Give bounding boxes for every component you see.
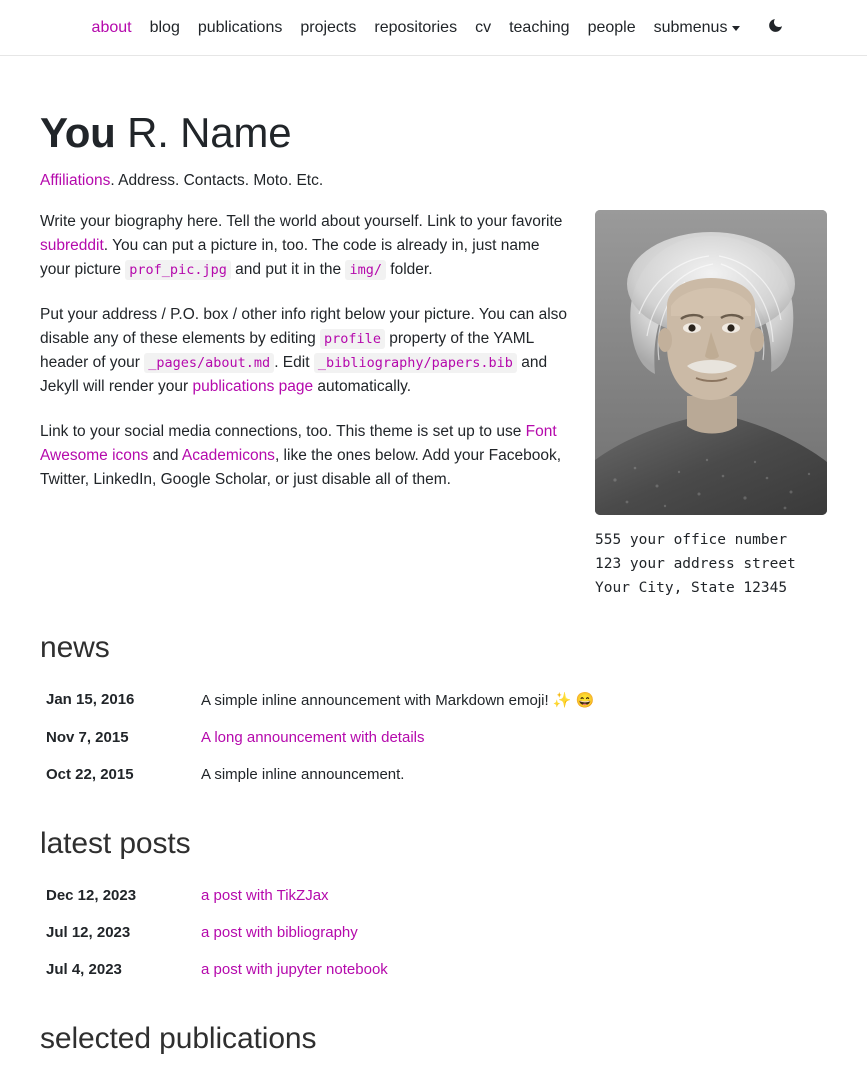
nav-list xyxy=(83,17,785,39)
bio-p2-d: and Jekyll will render your xyxy=(40,354,548,396)
news-link[interactable]: A long announcement with details xyxy=(201,728,425,746)
page-title xyxy=(40,110,827,156)
table-row xyxy=(40,756,827,793)
nav-item-people[interactable]: people xyxy=(587,18,636,36)
table-row xyxy=(40,877,827,914)
table-row xyxy=(40,719,827,756)
post-text xyxy=(195,877,827,914)
profile-column xyxy=(595,210,827,601)
nav-item-projects[interactable]: projects xyxy=(300,18,357,36)
nav-item-blog[interactable]: blog xyxy=(149,18,180,36)
nav-item-submenus[interactable] xyxy=(645,20,750,36)
post-date: Jul 4, 2023 xyxy=(46,960,122,978)
page-title-first: You xyxy=(40,109,116,156)
post-date: Jul 12, 2023 xyxy=(46,923,131,941)
bio-p1-d: folder. xyxy=(385,261,433,279)
bio-p1-a: Write your biography here. Tell the world about yourself. Link to your favorite xyxy=(40,213,563,231)
address-line-3: Your City, State 12345 xyxy=(595,580,788,597)
table-row xyxy=(40,951,827,988)
news-date: Oct 22, 2015 xyxy=(46,765,134,783)
address-line-1: 555 your office number xyxy=(595,532,788,549)
table-row xyxy=(40,681,827,719)
profile-address xyxy=(595,529,827,601)
address-line-2: 123 your address street xyxy=(595,556,796,573)
bio-section xyxy=(40,210,827,601)
news-date: Jan 15, 2016 xyxy=(46,690,135,708)
page-title-rest: R. Name xyxy=(115,109,292,156)
code-papers-bib: _bibliography/papers.bib xyxy=(314,353,517,373)
selected-publications-heading: selected publications xyxy=(40,1021,317,1055)
nav-item-publications[interactable]: publications xyxy=(197,18,283,36)
news-heading: news xyxy=(40,630,110,664)
bio-p2-b: property of the YAML header of your xyxy=(40,330,534,372)
post-date: Dec 12, 2023 xyxy=(46,886,137,904)
post-link[interactable]: a post with TikZJax xyxy=(201,886,329,904)
news-date: Nov 7, 2015 xyxy=(46,728,129,746)
news-text: A simple inline announcement with Markdown emoji! ✨ 😄 xyxy=(201,691,595,709)
bio-p1-c: and put it in the xyxy=(230,261,346,279)
code-img-folder: img/ xyxy=(345,260,386,280)
news-table xyxy=(40,681,827,793)
table-row xyxy=(40,914,827,951)
nav-item-repositories[interactable]: repositories xyxy=(374,18,458,36)
code-prof-pic: prof_pic.jpg xyxy=(125,260,231,280)
dark-mode-toggle[interactable] xyxy=(767,17,784,39)
news-text xyxy=(195,719,827,756)
nav-item-teaching[interactable]: teaching xyxy=(509,18,570,36)
bio-p1-b: . You can put a picture in, too. The code is already in, just name your picture xyxy=(40,237,540,279)
profile-picture xyxy=(595,210,827,515)
academicons-link[interactable]: Academicons xyxy=(181,447,275,465)
page-content xyxy=(0,110,867,1056)
subtitle-rest: . Address. Contacts. Moto. Etc. xyxy=(110,172,324,190)
bio-p3-a: Link to your social media connections, too. This theme is set up to use xyxy=(40,423,526,441)
affiliations-link[interactable]: Affiliations xyxy=(40,172,111,190)
post-text xyxy=(195,951,827,988)
publications-page-link[interactable]: publications page xyxy=(192,378,314,396)
latest-posts-heading: latest posts xyxy=(40,826,191,860)
bio-p2-a: Put your address / P.O. box / other info right below your picture. You can also disable any of these elements by editing xyxy=(40,306,568,348)
bio-p3-c: , like the ones below. Add your Facebook, Twitter, LinkedIn, Google Scholar, or just disable all of them. xyxy=(40,447,562,489)
bio-p2-e: automatically. xyxy=(313,378,412,396)
post-link[interactable]: a post with bibliography xyxy=(201,923,358,941)
post-link[interactable]: a post with jupyter notebook xyxy=(201,960,388,978)
moon-icon xyxy=(767,17,784,39)
news-text: A simple inline announcement. xyxy=(201,765,405,783)
top-navbar xyxy=(0,0,867,56)
nav-item-about[interactable]: about xyxy=(91,18,132,36)
chevron-down-icon xyxy=(732,26,740,31)
post-text xyxy=(195,914,827,951)
nav-item-submenus-label: submenus xyxy=(653,18,728,36)
code-pages-about: _pages/about.md xyxy=(144,353,274,373)
posts-table xyxy=(40,877,827,988)
code-profile: profile xyxy=(320,329,385,349)
subreddit-link[interactable]: subreddit xyxy=(40,237,104,255)
page-subtitle xyxy=(40,172,827,190)
bio-p2-c: . Edit xyxy=(274,354,314,372)
font-awesome-link[interactable]: Font Awesome icons xyxy=(40,423,557,465)
bio-p3-b: and xyxy=(148,447,182,465)
nav-item-cv[interactable]: cv xyxy=(475,18,492,36)
